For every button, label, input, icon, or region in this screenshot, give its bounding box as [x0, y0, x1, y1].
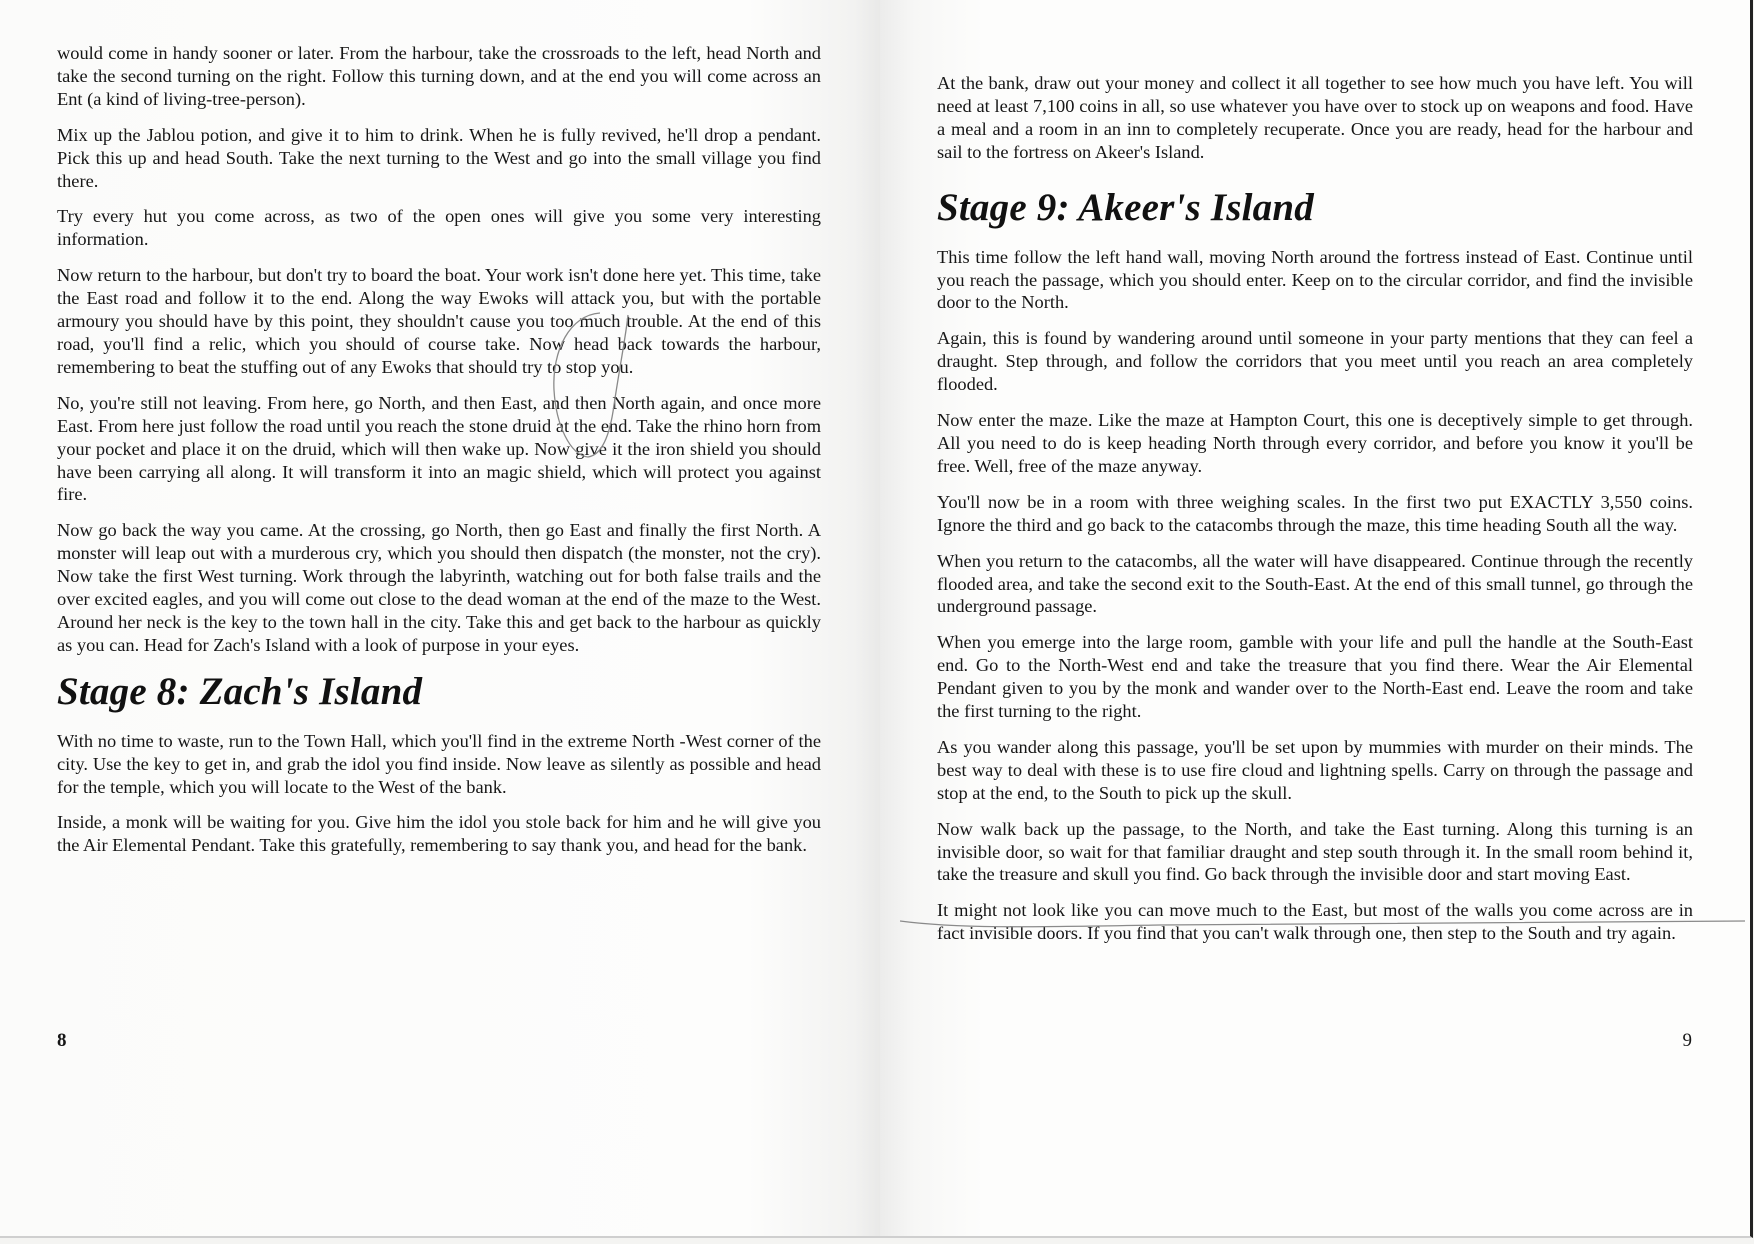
page-number-left: 8: [57, 1030, 67, 1051]
paragraph: Now return to the harbour, but don't try to board the boat. Your work isn't done here yet. This time, take the East road and follow it to the end. Along the way Ewoks will attack you, but with the portable armoury you should have by this point, they shouldn't cause you too much trouble. At the end of this road, you'll find a relic, which you should of course take. Now head back towards the harbour, remembering to beat the stuffing out of any Ewoks that should try to stop you.: [57, 265, 821, 377]
paragraph: would come in handy sooner or later. From the harbour, take the crossroads to the left, head North and take the second turning on the right. Follow this turning down, and at the end you will come across an Ent (a kind of living-tree-person).: [57, 43, 821, 109]
paragraph: Again, this is found by wandering around until someone in your party mentions that they can feel a draught. Step through, and follow the corridors that you meet until you reach an area completely flooded.: [937, 328, 1693, 395]
section-heading-stage-8: Stage 8: Zach's Island: [57, 669, 423, 713]
paragraph: Mix up the Jablou potion, and give it to him to drink. When he is fully revived, he'll drop a pendant. Pick this up and head South. Take the next turning to the West and go into the small village you find there.: [57, 124, 821, 191]
right-page-text: [937, 72, 1693, 958]
page-number-right: 9: [1682, 1030, 1692, 1051]
paragraph: With no time to waste, run to the Town Hall, which you'll find in the extreme North -West corner of the city. Use the key to get in, and grab the idol you find inside. Now leave as silently as possible and head for the temple, which you will locate to the West of the bank.: [57, 730, 821, 797]
paragraph: At the bank, draw out your money and collect it all together to see how much you have left. You will need at least 7,100 coins in all, so use whatever you have over to stock up on weapons and food. Have a meal and a room in an inn to completely recuperate. Once you are ready, head for the harbour and sail to the fortress on Akeer's Island.: [937, 73, 1693, 162]
paragraph: Now walk back up the passage, to the North, and take the East turning. Along this turning is an invisible door, so wait for that familiar draught and step south through it. In the small room behind it, take the treasure and skull you find. Go back through the invisible door and start moving East.: [937, 818, 1693, 885]
paragraph: Now go back the way you came. At the crossing, go North, then go East and finally the first North. A monster will leap out with a murderous cry, which you should then dispatch (the monster, not the cry). Now take the first West turning. Work through the labyrinth, watching out for both false trails and the over excited eagles, and you will come out close to the dead woman at the end of the maze to the West. Around her neck is the key to the town hall in the city. Take this and get back to the harbour as quickly as you can. Head for Zach's Island with a look of purpose in your eyes.: [57, 520, 821, 655]
paragraph: Inside, a monk will be waiting for you. Give him the idol you stole back for him and he will give you the Air Elemental Pendant. Take this gratefully, remembering to say thank you, and head for the bank.: [57, 812, 821, 856]
left-page-text: [57, 42, 821, 870]
section-heading-stage-9: Stage 9: Akeer's Island: [937, 185, 1314, 229]
paragraph: This time follow the left hand wall, moving North around the fortress instead of East. Continue until you reach the passage, which you should enter. Keep on to the circular corridor, and find the invisible door to the North.: [937, 246, 1693, 313]
paragraph: When you emerge into the large room, gamble with your life and pull the handle at the South-East end. Go to the North-West end and take the treasure that you find there. Wear the Air Elemental Pendant given to you by the monk and wander over to the North-East end. Leave the room and take the first turning to the right.: [937, 632, 1693, 722]
paragraph: Try every hut you come across, as two of the open ones will give you some very interesting information.: [57, 206, 821, 250]
paragraph: When you return to the catacombs, all the water will have disappeared. Continue through the recently flooded area, and take the second exit to the South-East. At the end of this small tunnel, go through the underground passage.: [937, 550, 1693, 617]
paragraph: No, you're still not leaving. From here, go North, and then East, and then North again, and once more East. From here just follow the road until you reach the stone druid at the end. Take the rhino horn from your pocket and place it on the druid, which will then wake up. Now give it the iron shield you should have been carrying all along. It will transform it into an magic shield, which will protect you against fire.: [57, 392, 821, 505]
paragraph: Now enter the maze. Like the maze at Hampton Court, this one is deceptively simple to get through. All you need to do is keep heading North through every corridor, and before you know it you'll be free. Well, free of the maze anyway.: [937, 410, 1693, 476]
paragraph: You'll now be in a room with three weighing scales. In the first two put EXACTLY 3,550 coins. Ignore the third and go back to the catacombs through the maze, this time heading South all the way.: [937, 491, 1693, 535]
paragraph: As you wander along this passage, you'll be set upon by mummies with murder on their minds. The best way to deal with these is to use fire cloud and lightning spells. Carry on through the passage and stop at the end, to the South to pick up the skull.: [937, 736, 1693, 803]
left-page: [0, 0, 880, 1238]
paragraph: It might not look like you can move much to the East, but most of the walls you come across are in fact invisible doors. If you find that you can't walk through one, then step to the South and try again.: [937, 900, 1693, 944]
right-page: [880, 0, 1753, 1238]
